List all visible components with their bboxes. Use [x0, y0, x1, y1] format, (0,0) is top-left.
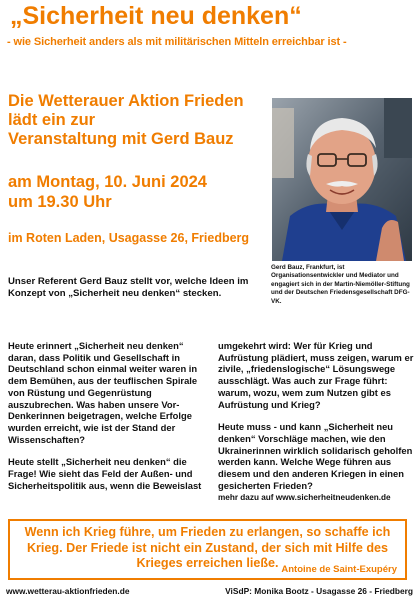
more-info-link[interactable]: mehr dazu auf www.sicherheitneudenken.de — [218, 493, 391, 503]
footer-website-link[interactable]: www.wetterau-aktionfrieden.de — [6, 586, 130, 596]
intro-paragraph: Unser Referent Gerd Bauz stellt vor, welche Ideen im Konzept von „Sicherheit neu denken“ stecken. — [8, 276, 249, 299]
photo-caption: Gerd Bauz, Frankfurt, ist Organisationsentwickler und Mediator und engagiert sich in der Martin-Niemöller-Stiftung und der Deutschen Friedensgesellschaft DFG-VK. — [271, 264, 410, 305]
headline-line: Veranstaltung mit Gerd Bauz — [8, 130, 234, 148]
quote-box — [8, 519, 407, 580]
text-column-right — [218, 340, 414, 503]
event-headline — [8, 92, 270, 149]
flyer-title: „Sicherheit neu denken“ — [10, 2, 302, 30]
speaker-photo-illustration — [272, 98, 412, 261]
headline-line: Die Wetterauer Aktion Frieden — [8, 92, 244, 110]
quote-author: Antoine de Saint-Exupéry — [281, 564, 397, 575]
speaker-photo — [272, 98, 412, 261]
flyer-subtitle: - wie Sicherheit anders als mit militärischen Mitteln erreichbar ist - — [7, 36, 347, 48]
text-column-left — [8, 340, 206, 502]
event-time: um 19.30 Uhr — [8, 193, 112, 211]
event-date: am Montag, 10. Juni 2024 — [8, 173, 207, 191]
quote-text: Wenn ich Krieg führe, um Frieden zu erlangen, so schaffe ich Krieg. Der Friede ist nicht ein Zustand, der sich mit Hilfe des Krieges erreichen ließe. — [24, 525, 391, 570]
event-location: im Roten Laden, Usagasse 26, Friedberg — [8, 231, 250, 245]
paragraph: Heute muss - und kann „Sicherheit neu denken“ Vorschläge machen, wie den Ukrainerinnen wirklich solidarisch geholfen werden kann. Welche Wege führen aus diesem und den anderen Kriegen in einen gesicherten Frieden? — [218, 421, 413, 491]
headline-line: lädt ein zur — [8, 111, 96, 129]
paragraph: umgekehrt wird: Wer für Krieg und Aufrüstung plädiert, muss zeigen, warum er zivile, „friedenslogische“ Lösungswege ausschlägt. Was auch zur Frage führt: warum, wozu, wem zum Nutzen gibt es Aufrüstung und Krieg? — [218, 340, 414, 410]
footer-visdp: ViSdP: Monika Bootz - Usagasse 26 - Friedberg — [225, 586, 413, 596]
paragraph: Heute erinnert „Sicherheit neu denken“ daran, dass Politik und Gesellschaft in Deutschland schon einmal weiter waren in dem Bemühen, aus der teuflischen Spirale von Rüstung und Gegenrüstung auszubrechen. Was haben unsere Vor-Denkerinnen beigetragen, welche Erfolge wurden erreicht, wie ist der Stand der Wissenschaften? — [8, 340, 198, 445]
event-datetime — [8, 172, 270, 212]
paragraph: Heute stellt „Sicherheit neu denken“ die Frage! Wie sieht das Feld der Außen- und Sicherheitspolitik aus, wenn die Beweislast — [8, 456, 202, 491]
